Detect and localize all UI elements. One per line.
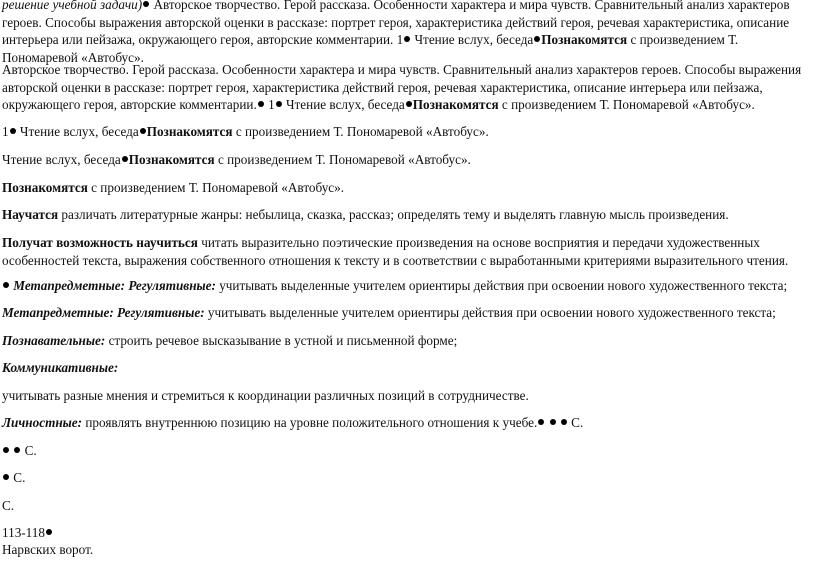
paragraph-3-text-c: с произведением Т. Пономаревой «Автобус».: [232, 124, 489, 139]
bullet-icon: [550, 419, 556, 425]
bullet-icon: [143, 1, 149, 7]
paragraph-2: [2, 61, 808, 114]
paragraph-16: [2, 497, 808, 515]
paragraph-18-text: Нарвских ворот.: [2, 542, 94, 557]
paragraph-3-text-b: Чтение вслух, беседа: [16, 124, 139, 139]
paragraph-13: [2, 414, 808, 432]
paragraph-1-lead: решение учебной задачи): [2, 0, 143, 12]
paragraph-8-bold-italic: Метапредметные: Регулятивные:: [13, 278, 216, 293]
paragraph-4: [2, 151, 808, 169]
paragraph-14-tail: С.: [21, 443, 37, 458]
paragraph-7: [2, 234, 808, 269]
paragraph-16-text: С.: [2, 498, 15, 513]
paragraph-11: [2, 359, 808, 377]
paragraph-1-text-b: Чтение вслух, беседа: [411, 32, 534, 47]
paragraph-3: [2, 123, 808, 141]
paragraph-2-text-b: Чтение вслух, беседа: [282, 97, 405, 112]
paragraph-10: [2, 332, 808, 350]
paragraph-12: [2, 387, 808, 405]
paragraph-17-text: 113-118: [2, 525, 45, 540]
paragraph-2-text-c: с произведением Т. Пономаревой «Автобус».: [498, 97, 755, 112]
paragraph-9-bold-italic: Метапредметные: Регулятивные:: [2, 305, 205, 320]
paragraph-9-text: учитывать выделенные учителем ориентиры действия при освоении нового художественного текста;: [204, 305, 776, 320]
bullet-icon: [140, 128, 146, 134]
paragraph-13-tail: С.: [567, 415, 584, 430]
paragraph-4-bold: Познакомятся: [128, 152, 215, 167]
paragraph-3-num: 1: [2, 124, 9, 139]
paragraph-18: [2, 541, 808, 559]
bullet-icon: [538, 419, 544, 425]
bullet-icon: [406, 101, 412, 107]
paragraph-6-bold: Научатся: [2, 207, 59, 222]
bullet-icon: [534, 36, 540, 42]
paragraph-1-bold: Познакомятся: [541, 32, 628, 47]
paragraph-12-text: учитывать разные мнения и стремиться к координации различных позиций в сотрудничестве.: [2, 388, 529, 403]
paragraph-2-num: 1: [264, 97, 275, 112]
paragraph-3-bold: Познакомятся: [146, 124, 233, 139]
paragraph-8: [2, 277, 808, 295]
bullet-icon: [258, 101, 264, 107]
paragraph-8-text: учитывать выделенные учителем ориентиры действия при освоении нового художественного текста;: [215, 278, 788, 293]
paragraph-5-bold: Познакомятся: [2, 180, 88, 195]
paragraph-6: [2, 206, 808, 224]
paragraph-5: [2, 179, 808, 197]
bullet-icon: [3, 447, 9, 453]
paragraph-15: [2, 469, 808, 487]
bullet-icon: [276, 101, 282, 107]
paragraph-7-bold: Получат возможность научиться: [2, 235, 198, 250]
bullet-icon: [404, 36, 410, 42]
bullet-icon: [10, 128, 16, 134]
bullet-icon: [3, 474, 9, 480]
paragraph-11-bold-italic: Коммуникативные:: [2, 360, 119, 375]
paragraph-1-text-c: с произведением Т. Пономаревой «Автобус».: [2, 32, 739, 65]
paragraph-10-text: строить речевое высказывание в устной и письменной форме;: [105, 333, 458, 348]
bullet-icon: [46, 529, 52, 535]
paragraph-2-text-a: Авторское творчество. Герой рассказа. Особенности характера и мира чувств. Сравнительный анализ характеров героев. Способы выражения авторской оценки в рассказе: портрет героя, характеристика действий героя, речевая характеристика, описание интерьера или пейзажа, окружающего героя, авторские комментарии.: [2, 62, 802, 112]
paragraph-1-text-a: Авторское творчество. Герой рассказа. Особенности характера и мира чувств. Сравнительный анализ характеров героев. Способы выражения авторской оценки в рассказе: портрет героя, характеристика действий героя, речевая характеристика, описание интерьера или пейзажа, окружающего героя, авторские комментарии.: [2, 0, 790, 47]
bullet-icon: [14, 447, 20, 453]
paragraph-10-bold-italic: Познавательные:: [2, 333, 106, 348]
paragraph-9: [2, 304, 808, 322]
paragraph-4-text-b: Чтение вслух, беседа: [2, 152, 121, 167]
paragraph-17: [2, 524, 808, 542]
paragraph-5-text-c: с произведением Т. Пономаревой «Автобус».: [87, 180, 345, 195]
paragraph-6-text: различать литературные жанры: небылица, сказка, рассказ; определять тему и выделять главную мысль произведения.: [58, 207, 729, 222]
paragraph-13-text: проявлять внутреннюю позицию на уровне положительного отношения к учебе.: [82, 415, 538, 430]
paragraph-2-bold: Познакомятся: [412, 97, 499, 112]
paragraph-1: [2, 0, 808, 66]
bullet-icon: [122, 156, 128, 162]
paragraph-14: [2, 442, 808, 460]
bullet-icon: [561, 419, 567, 425]
paragraph-7-text: читать выразительно поэтические произведения на основе восприятия и передачи художественных особенностей текста, выражения собственного отношения к тексту и в соответствии с выработанными критериями выразительного чтения.: [2, 235, 789, 268]
paragraph-13-bold-italic: Личностные:: [2, 415, 83, 430]
paragraph-4-text-c: с произведением Т. Пономаревой «Автобус».: [214, 152, 471, 167]
bullet-icon: [3, 282, 9, 288]
paragraph-1-num: 1: [393, 32, 404, 47]
paragraph-15-tail: С.: [10, 470, 26, 485]
